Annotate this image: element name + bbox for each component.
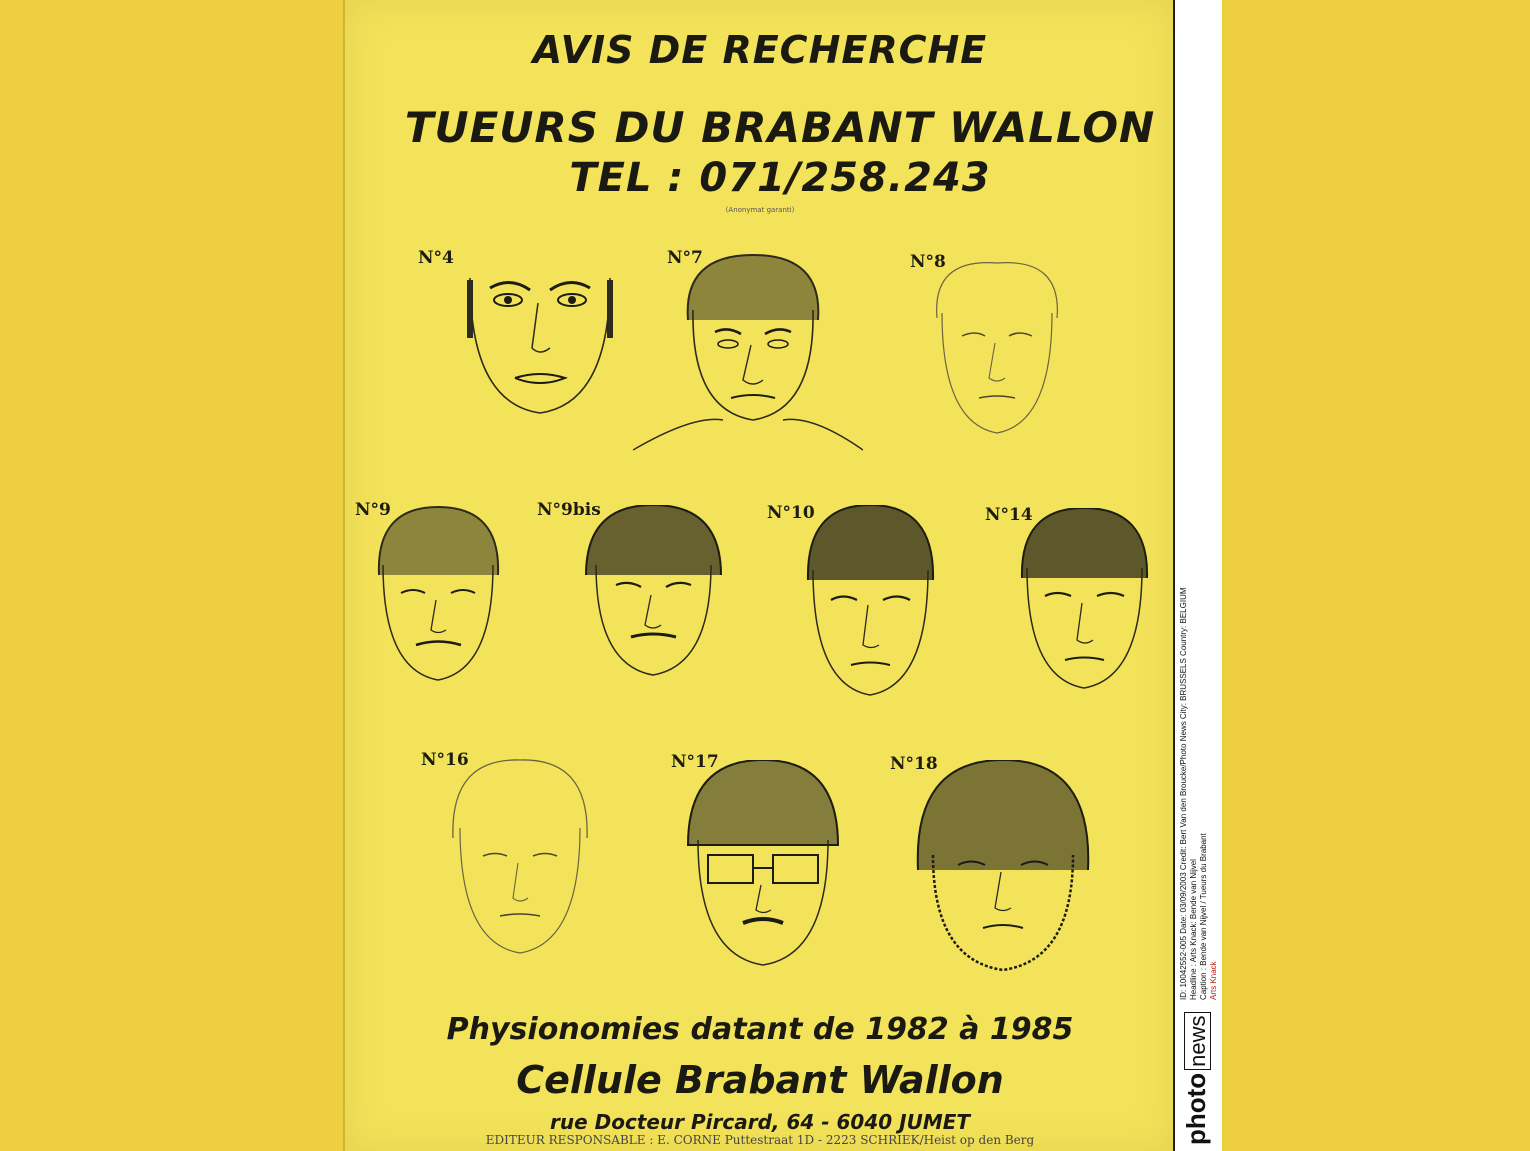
suspect-label-9bis: N°9bis [537, 500, 601, 520]
suspect-label-16: N°16 [421, 750, 469, 770]
anonymity-note: (Anonymat garanti) [725, 206, 795, 214]
credit-line-4: Arts Knack [1209, 961, 1218, 1000]
credit-line-3: Caption : Bende van Nijvel / Tueurs du Brabant [1199, 833, 1208, 1000]
credit-line-2: Headline : Arts Knack: Bende van Nijvel [1189, 859, 1198, 1000]
wanted-poster [343, 0, 1175, 1151]
suspect-sketch-7 [633, 250, 863, 455]
logo-news-text: news [1184, 1012, 1211, 1069]
credit-line-1: ID: 10042552-005 Date: 03/09/2003 Credit: Bert Van den Broucke/Photo News City: BRUSSELS Country: BELGIUM [1179, 587, 1188, 1000]
footer-address: rue Docteur Pircard, 64 - 6040 JUMET [549, 1110, 971, 1134]
footer-cell-name: Cellule Brabant Wallon [516, 1058, 1004, 1102]
photo-news-logo [1181, 1012, 1212, 1145]
suspect-label-14: N°14 [985, 505, 1033, 525]
poster-phone: TEL : 071/258.243 [569, 155, 991, 201]
poster-subtitle: TUEURS DU BRABANT WALLON [404, 103, 1156, 152]
suspect-label-10: N°10 [767, 503, 815, 523]
poster-title: AVIS DE RECHERCHE [532, 28, 988, 72]
suspect-sketch-18 [913, 760, 1093, 975]
footer-publisher: EDITEUR RESPONSABLE : E. CORNE Puttestraat 1D - 2223 SCHRIEK/Heist op den Berg [485, 1133, 1035, 1147]
suspect-sketch-17 [683, 760, 843, 970]
suspect-label-18: N°18 [890, 754, 938, 774]
photo-credit-strip [1173, 0, 1222, 1151]
footer-years: Physionomies datant de 1982 à 1985 [446, 1012, 1074, 1047]
suspect-label-8: N°8 [910, 252, 946, 272]
suspect-sketch-16 [445, 758, 595, 958]
suspect-sketch-9bis [581, 505, 726, 680]
suspect-sketch-10 [803, 505, 938, 700]
logo-photo-text: photo [1181, 1072, 1211, 1145]
suspect-sketch-4 [450, 258, 630, 418]
suspect-sketch-14 [1017, 508, 1152, 693]
suspect-label-7: N°7 [667, 248, 703, 268]
suspect-label-9: N°9 [355, 500, 391, 520]
suspect-sketch-9 [371, 505, 506, 685]
suspect-label-4: N°4 [418, 248, 454, 268]
suspect-label-17: N°17 [671, 752, 719, 772]
suspect-sketch-8 [927, 258, 1067, 438]
